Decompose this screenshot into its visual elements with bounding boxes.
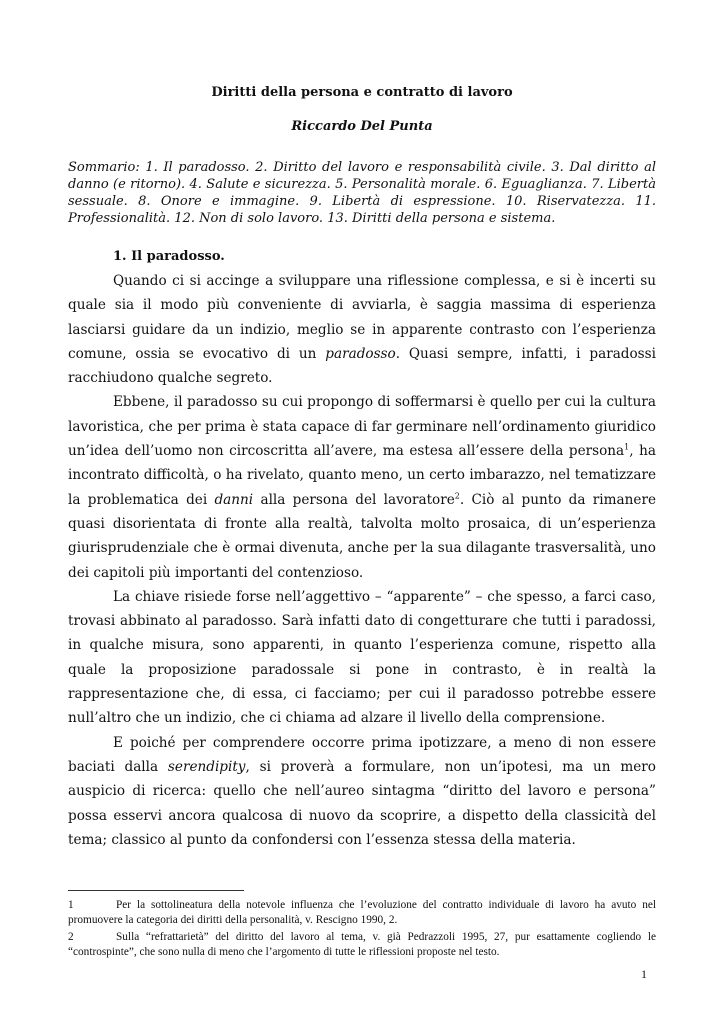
summary: Sommario: 1. Il paradosso. 2. Diritto del lavoro e responsabilità civile. 3. Dal diritto al danno (e ritorno). 4. Salute e sicurezza. 5. Personalità morale. 6. Eguaglianza. 7. Libertà sessuale. 8. Onore e immagine. 9. Libertà di espressione. 10. Riservatezza. 11. Professionalità. 12. Non di solo lavoro. 13. Diritti della persona e sistema. (68, 160, 656, 226)
footnote-ref-2[interactable]: 2 (454, 491, 460, 501)
paragraph-3: La chiave risiede forse nell’aggettivo – “apparente” – che spesso, a farci caso, trovasi abbinato al paradosso. Sarà infatti dato di congetturare che tutti i paradossi, in qualche misura, sono apparenti, in quanto l’esperienza comune, rispetto alla quale la proposizione paradossale si pone in contrasto, è in realtà la rappresentazione che, di essa, ci facciamo; per cui il paradosso potrebbe essere null’altro che un indizio, che ci chiama ad alzare il livello della comprensione. (68, 588, 656, 727)
emphasis-danni: danni (214, 491, 254, 508)
footnote-text: Sulla “refrattarietà” del diritto del lavoro al tema, v. già Pedrazzoli 1995, 27, pur esattamente cogliendo le “controspinte”, che sono nulla di meno che l’argomento di tutte le riflessioni proposte nel testo. (68, 931, 656, 958)
body-text (68, 269, 656, 852)
author-name: Riccardo Del Punta (291, 119, 433, 134)
paragraph-4: E poiché per comprendere occorre prima ipotizzare, a meno di non essere baciati dalla serendipity, si proverà a formulare, non un’ipotesi, ma un mero auspicio di ricerca: quello che nell’aureo sintagma “diritto del lavoro e persona” possa esservi ancora qualcosa di nuovo da scoprire, a dispetto della classicità del tema; classico al punto da confondersi con l’essenza stessa della materia. (68, 734, 656, 848)
footnotes (68, 898, 656, 962)
paragraph-2: Ebbene, il paradosso su cui propongo di soffermarsi è quello per cui la cultura lavoristica, che per prima è stata capace di far germinare nell’ordinamento giuridico un’idea dell’uomo non circoscritta all’avere, ma estesa all’essere della persona$^1$, ha incontrato difficoltà, o ha rivelato, quanto meno, un certo imbarazzo, nel tematizzare la problematica dei danni alla persona del lavoratore$^2$. Ciò al punto da rimanere quasi disorientata di fronte alla realtà, talvolta molto prosaica, di un’esperienza giurisprudenziale che è ormai divenuta, anche per la sua dilagante trasversalità, uno dei capitoli più importanti del contenzioso. (68, 394, 656, 581)
document-title: Diritti della persona e contratto di lavoro (211, 85, 513, 100)
footnote-ref-1[interactable]: 1 (624, 442, 630, 452)
paragraph-1: Quando ci si accinge a sviluppare una riflessione complessa, e si è incerti su quale sia il modo più conveniente di avviarla, è saggia massima di esperienza lasciarsi guidare da un indizio, meglio se in apparente contrasto con l’esperienza comune, ossia se evocativo di un paradosso. Quasi sempre, infatti, i paradossi racchiudono qualche segreto. (68, 273, 656, 387)
emphasis-paradosso: paradosso (325, 345, 396, 362)
emphasis-serendipity: serendipity (167, 758, 246, 775)
footnote-text: Per la sottolineatura della notevole influenza che l’evoluzione del contratto individuale di lavoro ha avuto nel promuovere la categoria dei diritti della personalità, v. Rescigno 1990, 2. (68, 899, 656, 926)
footnote-number: 1 (68, 899, 74, 911)
page-number: 1 (641, 967, 647, 981)
footnote-divider (68, 890, 244, 891)
footnote-number: 2 (68, 931, 74, 943)
section-heading: 1. Il paradosso. (113, 249, 225, 264)
footnote (68, 898, 656, 928)
footnote (68, 930, 656, 960)
